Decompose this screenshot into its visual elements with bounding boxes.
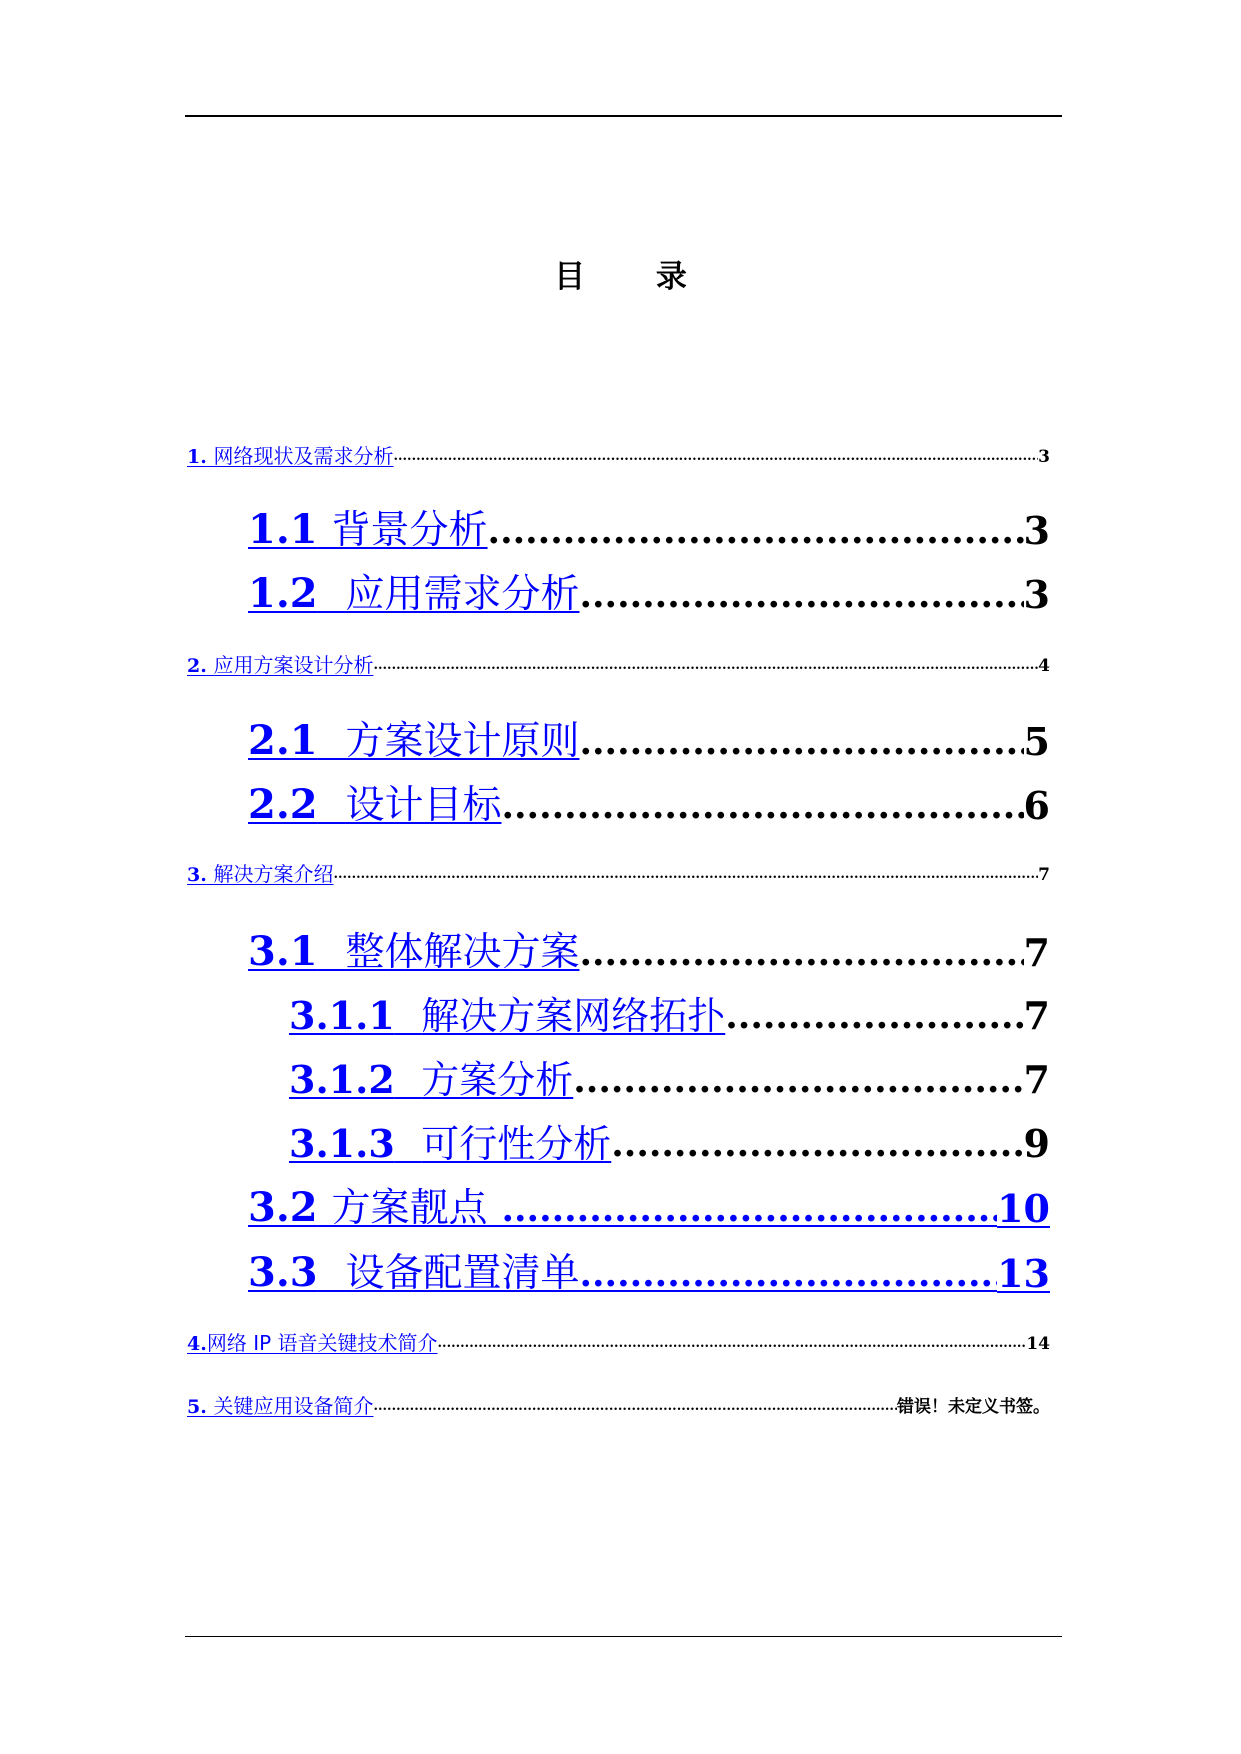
header-rule	[185, 115, 1062, 117]
toc-link[interactable]: 5. 关键应用设备简介	[187, 1394, 374, 1418]
toc-entry-1-1[interactable]	[248, 504, 1050, 557]
toc-page-number: 3	[1023, 508, 1050, 553]
toc-entry-2-2[interactable]	[248, 779, 1050, 832]
toc-leader-dots	[488, 505, 1024, 557]
toc-leader-dots	[373, 1394, 897, 1420]
toc-link[interactable]: 2. 应用方案设计分析	[187, 653, 374, 677]
toc-entry-1[interactable]	[187, 443, 1050, 470]
toc-entry-3-1-3[interactable]	[289, 1118, 1050, 1170]
toc-page-number: 5	[1023, 719, 1050, 764]
toc-leader-dots	[579, 716, 1023, 768]
toc-page-number: 9	[1023, 1121, 1050, 1166]
toc-leader-dots	[573, 1054, 1023, 1106]
toc-entry-3-1-1[interactable]	[289, 990, 1050, 1042]
toc-link[interactable]: 2.1 方案设计原则	[248, 717, 580, 764]
toc-entry-3[interactable]	[187, 861, 1050, 888]
toc-page-number: 7	[1023, 993, 1050, 1038]
toc-page-number: 13	[997, 1251, 1050, 1296]
toc-leader-dots	[501, 1183, 997, 1235]
toc-leader-dots	[579, 569, 1023, 621]
toc-page-number: 7	[1023, 1057, 1050, 1102]
toc-leader-dots	[611, 1118, 1023, 1170]
toc-leader-dots	[579, 927, 1023, 979]
toc-leader-dots	[373, 653, 1038, 679]
toc-link[interactable]: 4.网络 IP 语音关键技术简介	[187, 1331, 438, 1355]
toc-leader-dots	[333, 862, 1038, 888]
toc-page-number: 6	[1023, 783, 1050, 828]
toc-page-number: 3	[1023, 572, 1050, 617]
toc-leader-dots	[501, 780, 1023, 832]
toc-page-number: 4	[1038, 656, 1050, 676]
toc-entry-3-1-2[interactable]	[289, 1054, 1050, 1106]
toc-entry-1-2[interactable]	[248, 568, 1050, 621]
toc-page-number: 10	[997, 1186, 1050, 1231]
toc-link[interactable]: 3.1.3 可行性分析	[289, 1121, 612, 1166]
toc-leader-dots	[725, 990, 1023, 1042]
toc-entry-3-3[interactable]	[248, 1247, 1050, 1300]
toc-entry-3-1[interactable]	[248, 926, 1050, 979]
footer-rule	[185, 1636, 1062, 1637]
toc-entry-4[interactable]	[187, 1330, 1050, 1357]
toc-link[interactable]: 3.1.1 解决方案网络拓扑	[289, 993, 726, 1038]
toc-title: 目 录	[554, 259, 717, 295]
toc-link[interactable]: 1.1 背景分析	[248, 506, 488, 553]
toc-link[interactable]: 3. 解决方案介绍	[187, 862, 334, 886]
toc-page-number: 3	[1038, 447, 1050, 467]
toc-entry-2-1[interactable]	[248, 715, 1050, 768]
toc-link[interactable]: 3.2 方案靓点	[248, 1184, 488, 1231]
toc-link[interactable]: 3.1.2 方案分析	[289, 1057, 574, 1102]
toc-link[interactable]: 2.2 设计目标	[248, 781, 502, 828]
toc-page-number: 7	[1038, 865, 1050, 885]
toc-leader-dots	[579, 1248, 997, 1300]
toc-error-text: 错误！未定义书签。	[897, 1397, 1050, 1417]
toc-link[interactable]: 1.2 应用需求分析	[248, 570, 580, 617]
toc-leader-dots	[393, 444, 1038, 470]
toc-entry-5[interactable]	[187, 1393, 1050, 1420]
toc-page-number: 14	[1026, 1334, 1050, 1354]
toc-entry-2[interactable]	[187, 652, 1050, 679]
toc-link[interactable]: 1. 网络现状及需求分析	[187, 444, 394, 468]
toc-page-number: 7	[1023, 930, 1050, 975]
toc-leader-dots	[438, 1331, 1027, 1357]
toc-entry-3-2[interactable]	[248, 1182, 1050, 1235]
toc-link[interactable]: 3.3 设备配置清单	[248, 1249, 580, 1296]
toc-link[interactable]: 3.1 整体解决方案	[248, 928, 580, 975]
